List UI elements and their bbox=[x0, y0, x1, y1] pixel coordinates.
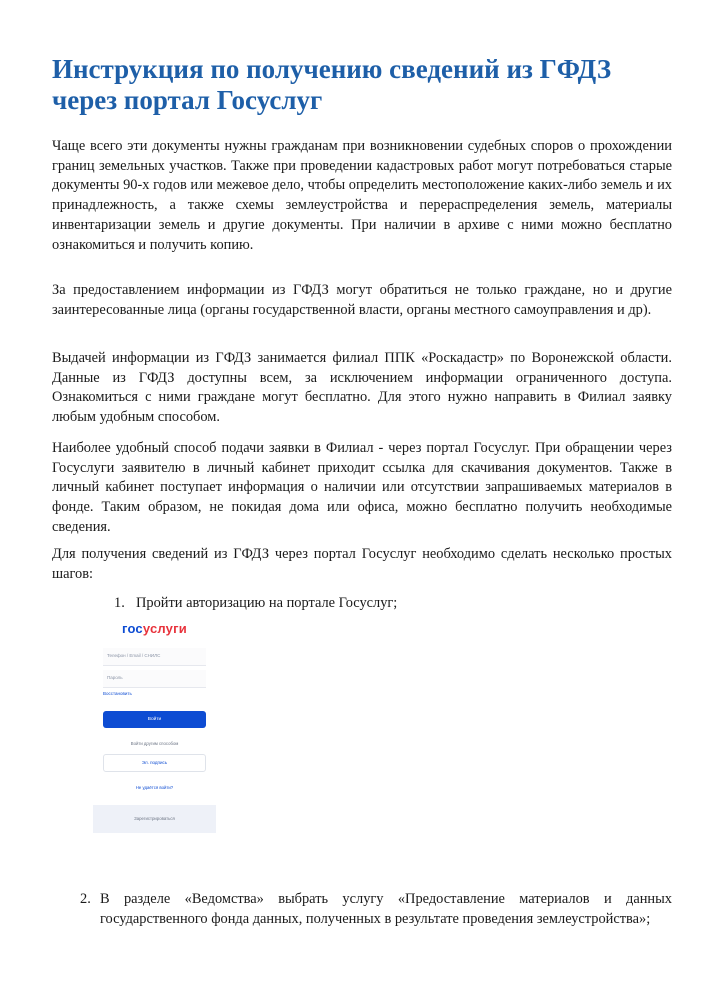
step-2 bbox=[80, 890, 672, 929]
step-2-number: 2. bbox=[80, 891, 91, 907]
login-placeholder: Телефон / Email / СНИЛС bbox=[107, 653, 161, 658]
step-1-number: 1. bbox=[114, 595, 125, 611]
register-link[interactable]: Зарегистрироваться bbox=[93, 805, 216, 833]
logo-part-gos: гос bbox=[122, 621, 143, 636]
other-method-label: Войти другим способом bbox=[130, 741, 179, 746]
login-button[interactable]: Войти bbox=[103, 711, 206, 728]
cant-login-link[interactable]: Не удаётся войти? bbox=[135, 785, 174, 790]
esignature-button[interactable]: Эл. подпись bbox=[103, 754, 206, 772]
paragraph-1: Чаще всего эти документы нужны гражданам при возникновении судебных споров о прохождении границ земельных участков. Также при проведении кадастровых работ могут потребоваться старые документы 90-х годов или межевое дело, чтобы определить местоположение каких-либо земель и их принадлежность, а также схемы землеустройства и перераспределения земель, материалы инвентаризации земель и другие документы. При наличии в архиве с ними можно бесплатно ознакомиться и получить копию. bbox=[52, 138, 672, 253]
logo-part-uslugi: услуги bbox=[142, 621, 187, 636]
title-line-2: через портал Госуслуг bbox=[52, 85, 323, 115]
paragraph-5: Для получения сведений из ГФДЗ через портал Госуслуг необходимо сделать несколько простых шагов: bbox=[52, 546, 672, 582]
password-field[interactable] bbox=[103, 670, 206, 688]
paragraph-3: Выдачей информации из ГФДЗ занимается филиал ППК «Роскадастр» по Воронежской области. Данные из ГФДЗ доступны всем, за исключением информации ограниченного доступа. Ознакомиться с ними граждане могут бесплатно. Для этого нужно направить в Филиал заявку любым удобным способом. bbox=[52, 350, 672, 426]
paragraph-4: Наиболее удобный способ подачи заявки в Филиал - через портал Госуслуг. При обращении через Госуслуги заявителю в личный кабинет приходит ссылка для скачивания документов. Также в личный кабинет поступает информация о наличии или отсутствии запрашиваемых материалов в фонде. Таким образом, не покидая дома или офиса, можно бесплатно получить необходимые сведения. bbox=[52, 440, 672, 535]
login-field[interactable] bbox=[103, 648, 206, 666]
gosuslugi-logo bbox=[122, 621, 187, 636]
step-1 bbox=[114, 593, 397, 613]
document-title bbox=[52, 54, 672, 116]
paragraph-2: За предоставлением информации из ГФДЗ могут обратиться не только граждане, но и другие заинтересованные лица (органы государственной власти, органы местного самоуправления и др). bbox=[52, 282, 672, 318]
gosuslugi-login-screenshot bbox=[93, 613, 216, 833]
password-placeholder: Пароль bbox=[107, 675, 123, 680]
title-line-1: Инструкция по получению сведений из ГФДЗ bbox=[52, 54, 612, 84]
step-1-text: Пройти авторизацию на портале Госуслуг; bbox=[136, 595, 398, 611]
restore-link[interactable]: Восстановить bbox=[103, 691, 132, 696]
step-2-text: В разделе «Ведомства» выбрать услугу «Предоставление материалов и данных государственного фонда данных, полученных в результате проведения землеустройства»; bbox=[100, 891, 672, 927]
